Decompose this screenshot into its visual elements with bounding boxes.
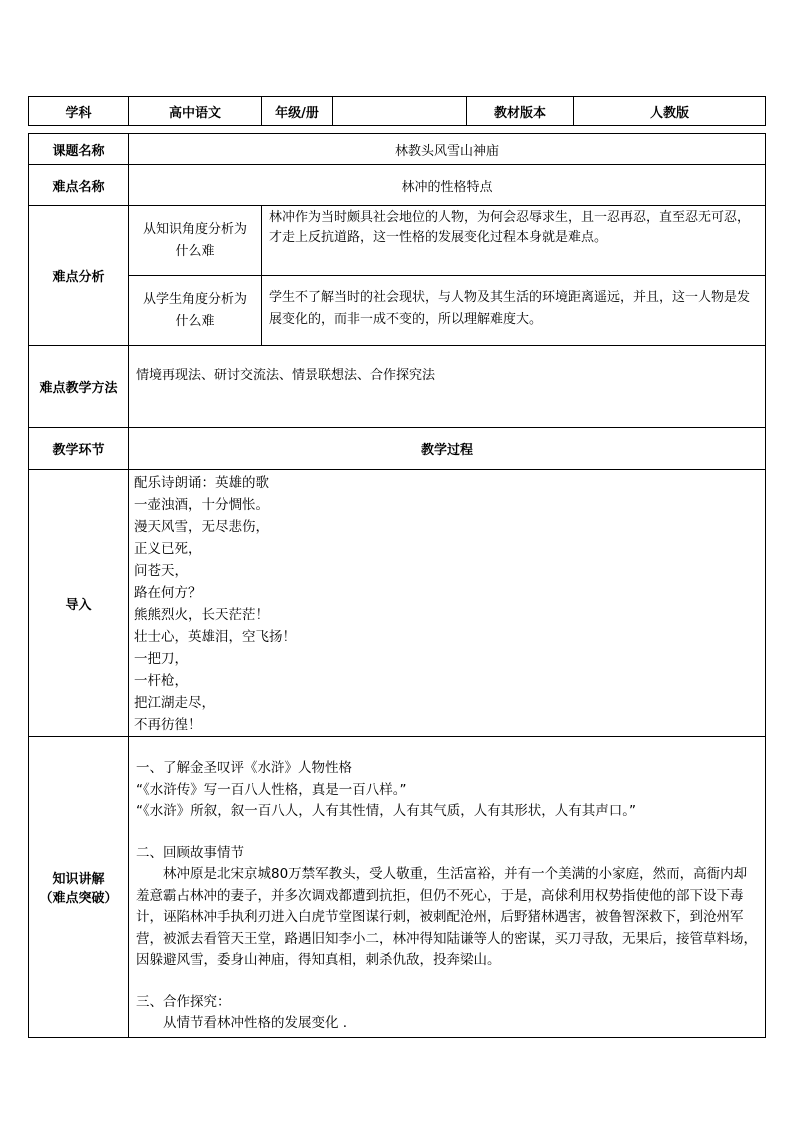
lesson-plan-table — [28, 96, 766, 1038]
edition-value: 人教版 — [574, 97, 766, 126]
student-angle-label — [129, 276, 262, 346]
poem-line: 一杆枪， — [134, 673, 188, 689]
subject-value: 高中语文 — [129, 97, 262, 126]
knowledge-angle-reason-text: 林冲作为当时颇具社会地位的人物，为何会忍辱求生，且一忍再忍，直至忍无可忍，才走上反抗道路，这一性格的发展变化过程本身就是难点。 — [269, 210, 751, 245]
grade-label: 年级/册 — [262, 97, 333, 126]
intro-row — [29, 470, 766, 737]
poem-line: 问苍天， — [134, 563, 188, 579]
poem-lines — [129, 472, 765, 736]
knowledge-label — [29, 737, 129, 1038]
method-label: 难点教学方法 — [29, 346, 129, 428]
knowledge-row — [29, 737, 766, 1038]
intro-poem — [129, 470, 766, 737]
knowledge-angle-label — [129, 206, 262, 276]
knowledge-angle-text: 从知识角度分析为什么难 — [142, 221, 247, 259]
section-2-title: 二、回顾故事情节 — [136, 844, 244, 861]
analysis-row-student — [29, 276, 766, 346]
section-3-title: 三、合作探究： — [136, 993, 231, 1010]
section-1-title: 一、了解金圣叹评《水浒》人物性格 — [136, 760, 352, 776]
poem-line: 正义已死， — [134, 541, 202, 557]
method-row — [29, 346, 766, 428]
method-value: 情境再现法、研讨交流法、情景联想法、合作探究法 — [129, 346, 766, 428]
lesson-plan — [28, 96, 765, 1038]
student-angle-text: 从学生角度分析为什么难 — [142, 291, 247, 329]
poem-line: 一把刀， — [134, 651, 188, 667]
subject-label: 学科 — [29, 97, 129, 126]
poem-line: 配乐诗朗诵：英雄的歌 — [134, 475, 269, 491]
poem-line: 壮士心，英雄泪，空飞扬！ — [134, 629, 296, 645]
difficulty-label: 难点名称 — [29, 165, 129, 206]
knowledge-label-line2: （难点突破） — [39, 890, 118, 906]
process-header: 教学过程 — [129, 428, 766, 470]
student-angle-reason-text: 学生不了解当时的社会现状，与人物及其生活的环境距离遥远，并且，这一人物是发展变化的，而非一成不变的，所以理解难度大。 — [269, 290, 751, 327]
poem-line: 漫天风雪，无尽悲伤， — [134, 519, 269, 535]
section-3-text: 从情节看林冲性格的发展变化 . — [163, 1015, 348, 1031]
edition-label: 教材版本 — [467, 97, 574, 126]
poem-line: 不再彷徨！ — [134, 717, 202, 733]
analysis-label: 难点分析 — [29, 206, 129, 346]
knowledge-label-line1: 知识讲解 — [52, 871, 105, 887]
poem-line: 路在何方？ — [134, 585, 202, 601]
poem-line: 一壶浊酒，十分惆怅。 — [134, 497, 269, 513]
difficulty-value: 林冲的性格特点 — [129, 165, 766, 206]
section-2-text: 林冲原是北宋京城80万禁军教头，受人敬重，生活富裕，并有一个美满的小家庭，然而，高衙内却羞意霸占林冲的妻子，并多次调戏都遭到抗拒，但仍不死心，于是，高俅利用权势指使他的部下设下毒计，诬陷林冲手执利刃进入白虎节堂图谋行刺，被刺配沧州，后野猪林遇害，被鲁智深救下，到沧州军营，被派去看管天王堂，路遇旧知李小二，林冲得知陆谦等人的密谋，买刀寻敌，无果后，接管草料场，因躲避风雪，委身山神庙，得知真相，刺杀仇敌，投奔梁山。 — [136, 866, 757, 968]
knowledge-content — [129, 737, 766, 1038]
grade-value — [333, 97, 467, 126]
student-angle-reason — [262, 276, 766, 346]
knowledge-angle-reason — [262, 206, 766, 276]
section-1-quote-1: “《水浒传》写一百八人性格，真是一百八样。” — [136, 781, 407, 798]
process-header-row — [29, 428, 766, 470]
topic-label: 课题名称 — [29, 134, 129, 165]
intro-label: 导入 — [29, 470, 129, 737]
stage-header: 教学环节 — [29, 428, 129, 470]
header-row — [29, 97, 766, 126]
topic-row — [29, 134, 766, 165]
analysis-row-knowledge — [29, 206, 766, 276]
difficulty-row — [29, 165, 766, 206]
poem-line: 熊熊烈火，长天茫茫！ — [134, 607, 269, 623]
section-1-quote-2: “《水浒》所叙，叙一百八人，人有其性情，人有其气质，人有其形状，人有其声口。” — [136, 803, 636, 819]
topic-value: 林教头风雪山神庙 — [129, 134, 766, 165]
poem-line: 把江湖走尽， — [134, 695, 215, 711]
